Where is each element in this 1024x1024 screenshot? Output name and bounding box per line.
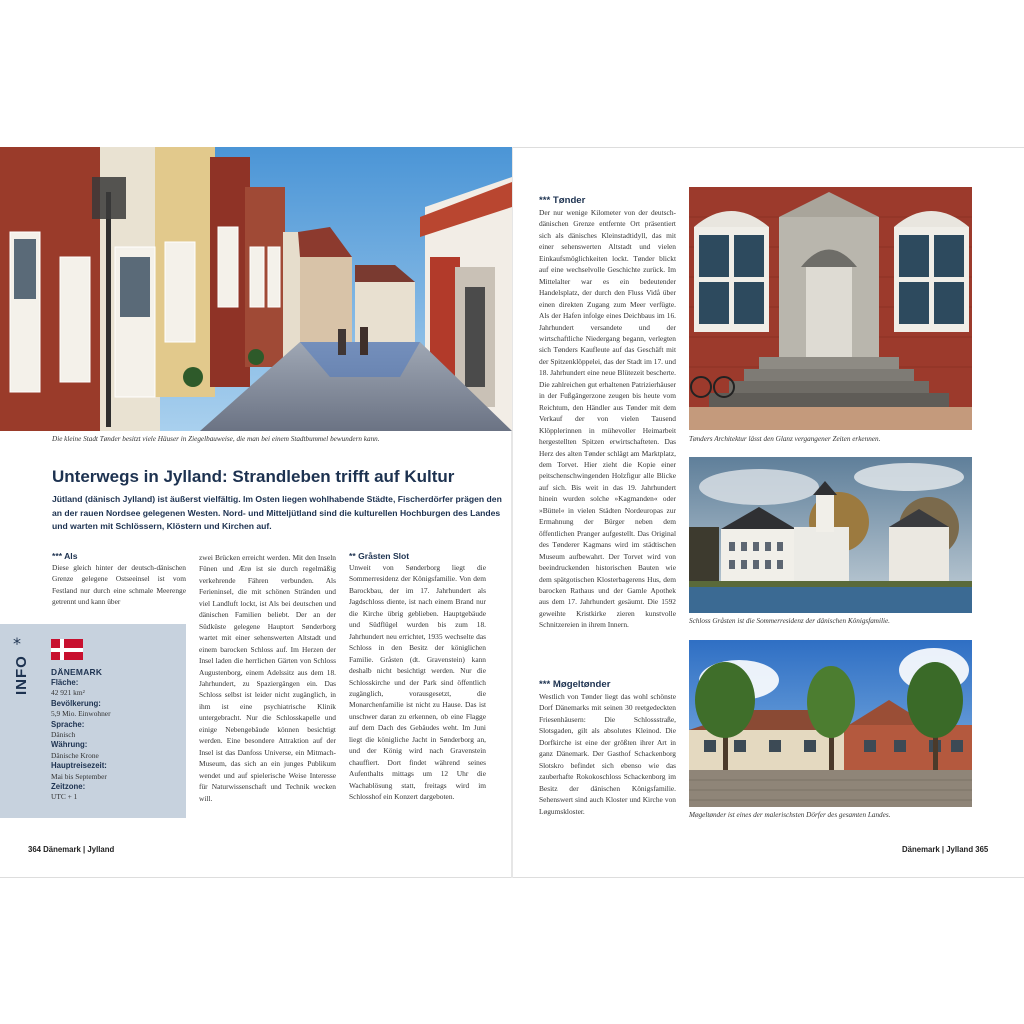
photo-caption-moegeltoender: Møgeltønder ist eines der malerischsten Dörfer des gesamten Landes. [689,811,891,819]
section-text-graasten [349,562,486,803]
hero-photo-caption: Die kleine Stadt Tønder besitzt viele Häuser in Ziegelbauweise, die man bei einem Stadtbummel bewundern kann. [52,435,380,443]
photo-caption-graasten: Schloss Gråsten ist die Sommerresidenz der dänischen Königsfamilie. [689,617,890,625]
section-text-moegeltoender [539,691,676,817]
section-title-graasten: ** Gråsten Slot [349,551,410,561]
article-intro: Jütland (dänisch Jylland) ist äußerst vielfältig. Im Osten liegen wohlhabende Städte, Fischerdörfer prägen den an der rauen Nordsee gelegenen Westen. Nord- und Mitteljütland sind die kulturellen Hochburgen des Landes und warten mit Schlössern, Klöstern und Kirchen auf. [52,494,502,532]
paragraph: Diese gleich hinter der deutsch-dänischen Grenze gelegene Ostseeinsel ist vom Festland nur durch eine schmale Meerenge getrennt und kann über [52,563,186,607]
info-facts-list [51,678,181,803]
info-label-text: INFO [13,655,30,695]
photo-moegeltoender-village [689,640,972,807]
section-title-toender: *** Tønder [539,195,586,206]
section-title-moegeltoender: *** Møgeltønder [539,679,611,690]
paragraph: zwei Brücken erreicht werden. Mit den Inseln Fünen und Ærø ist sie durch regelmäßig verkehrende Fähren verbunden. Als Ferieninsel, die mit schönen Stränden und viel Landluft lockt, ist Als bei deutschen und dänischen Familien beliebt. Der an der Südküste gelegene Hauptort Sønderborg wartet mit einer sehenswerten Altstadt und einem barocken Schloss auf. Im Herzen der Insel laden die herrlichen Gärten von Schloss Augustenborg, einem Adelssitz aus dem 18. Jahrhundert, zu Spaziergängen ein. Das Schloss selbst ist leider nicht zugänglich, in ihm ist eine psychiatrische Klinik untergebracht. Nur die Schlosskapelle und einige Nebengebäude können besichtigt werden. Eine besondere Attraktion auf der Insel ist das Danfoss Universe, ein Mitmach-Museum, das sich an ein junges Publikum wendet und auf spielerische Weise Interesse für Naturwissenschaft und Technik wecken will. [199,553,336,803]
section-text-als-continued [199,552,336,804]
fact-value: 42 921 km² [51,688,85,698]
fact-value: UTC + 1 [51,792,78,802]
danish-flag-icon [51,639,83,660]
fact-value: Dänische Krone [51,750,99,760]
fact-value: Mai bis September [51,771,107,781]
fact-label: Sprache: [51,719,85,729]
paragraph: Der nur wenige Kilometer von der deutsch-dänischen Grenze entfernte Ort präsentiert sich als dänisches Kleinstadtidyll, das mit einer sehenswerten Altstadt und vielen Einkaufsmöglichkeiten lockt. Tønder blickt auf eine wechselvolle Geschichte zurück. Im Mittelalter war es ein bedeutender Handelsplatz, der durch den Fluss Vidå über einen direkten Zugang zum Meer verfügte. Als der Hafen infolge eines Deichbaus im 16. Jahrhundert versandete und der wirtschaftliche Niedergang begann, verlegten sich Tønders Kaufleute auf das Geschäft mit der Spitzenklöppelei, das der Stadt im 17. und 18. Jahrhundert eine neue Blütezeit bescherte. Die zahlreichen gut erhaltenen Patrizierhäuser in der Fußgängerzone zeugen bis heute vom Reichtum, den Händler aus Tønder mit dem Verkauf der von vielen Tausend Klöpplerinnen in mühevoller Heimarbeit hergestellten Spitzen erwirtschafteten. Das Herz des alten Tønder schlägt am Marktplatz, dem Torvet. Hier zieht die Kopie einer peitschenschwingenden Holzfigur alle Blicke auf sich. Bis weit in das 19. Jahrhundert hinein wurden solche »Kagmanden« oder »Büttel« in vielen Städten Nordeuropas zur Ermahnung der Bürger neben dem öffentlichen Pranger aufgestellt. Das Original des Tønderer Kagmans wird im städtischen Museum aufbewahrt. Der Torvet wird von beeindruckenden historischen Bauten wie dem spätgotischen Klosterbagerens Hus, dem barocken Rathaus und der Gamle Apothek aus dem 17. Jahrhundert gesäumt. Die 1592 geweihte Kristkirke zieren kunstvolle Schnitzereien in ihrem Innern. [539,208,676,630]
fact-label: Hauptreisezeit: [51,761,107,771]
info-star-icon: * [13,634,21,653]
paragraph: Westlich von Tønder liegt das wohl schönste Dorf Dänemarks mit seinen 30 reetgedeckten Friesenhäusern: Die Schlossstraße, Slotsgaden, gilt als absolutes Kleinod. Die Dorfkirche ist eine der größten ihrer Art in ganz Dänemark. Der Gasthof Schackenborg Slotskro befindet sich ebenso wie das zauberhafte Rokokoschloss Schackenborg im Besitz der dänischen Königsfamilie. Sehenswert sind auch Kloster und Kirche von Løgumskloster. [539,692,676,816]
page-number-left: 364 Dänemark | Jylland [28,845,115,854]
section-text-als [52,562,186,608]
fact-label: Zeitzone: [51,782,86,792]
fact-label: Währung: [51,740,88,750]
info-country-name: DÄNEMARK [51,667,103,677]
photo-toender-architecture [689,187,972,430]
page-number-right: Dänemark | Jylland 365 [902,845,989,854]
fact-value: 5,9 Mio. Einwohner [51,709,111,719]
fact-label: Fläche: [51,678,79,687]
hero-photo-toender-street [0,147,512,431]
section-text-toender [539,207,676,631]
photo-graasten-palace [689,457,972,613]
photo-caption-toender: Tønders Architektur lässt den Glanz vergangener Zeiten erkennen. [689,435,881,443]
section-title-als: *** Als [52,551,78,561]
fact-value: Dänisch [51,730,76,740]
article-headline: Unterwegs in Jylland: Strandleben trifft auf Kultur [52,467,455,486]
fact-label: Bevölkerung: [51,698,101,708]
paragraph: Unweit von Sønderborg liegt die Sommerresidenz der Königsfamilie. Von dem Barockbau, der im 17. Jahrhundert als Jagdschloss diente, ist nach einem Brand nur die Kirche übrig geblieben. Hauptgebäude und Südflügel wurden bis zum 18. Jahrhundert neu errichtet, 1935 wechselte das Schloss in den Besitz der königlichen Familie. Gråsten (dt. Gravenstein) kann deshalb nicht besichtigt werden. Nur die Schlosskirche und der Park sind öffentlich zugänglich, vorausgesetzt, die Monarchenfamilie ist nicht zu Hause. Das ist unschwer daran zu erkennen, ob eine Flagge auf dem Dach des Gebäudes weht. Im Juni liegt die königliche Jacht in Sønderborg an, und der König wird nach Gravenstein chauffiert. Dort findet während seines Aufenthalts mittags um 12 Uhr die Wachablösung statt, freitags wird im Schlosshof ein Konzert dargeboten. [349,563,486,802]
